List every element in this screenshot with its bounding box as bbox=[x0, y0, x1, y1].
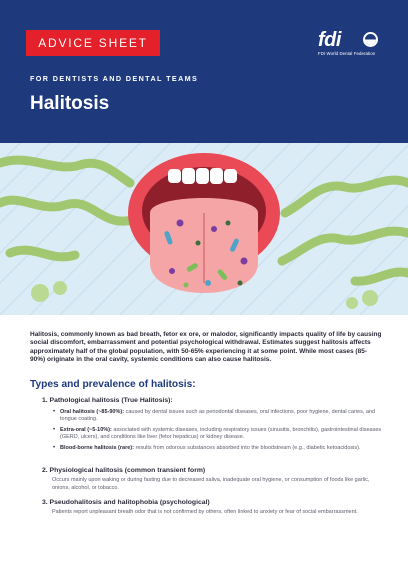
audience-label: FOR DENTISTS AND DENTAL TEAMS bbox=[30, 74, 199, 83]
header-banner bbox=[0, 0, 408, 143]
illustration-band bbox=[0, 143, 408, 315]
mouth-illustration-icon bbox=[0, 143, 408, 315]
list-item bbox=[53, 445, 382, 452]
category-title-physiological: 2. Physiological halitosis (common transient form) bbox=[42, 467, 206, 474]
bullet-text: results from odorous substances absorbed into the bloodstream (e.g., diabetic ketoacidosis). bbox=[133, 445, 361, 451]
bullet-label: Oral halitosis (~85-90%): bbox=[60, 409, 125, 415]
bullet-label: Extra-oral (~5-10%): bbox=[60, 427, 112, 433]
category-desc-physiological: Occurs mainly upon waking or during fasting due to decreased saliva, inadequate oral hygiene, or consumption of foods like garlic, onions, alcohol, or tobacco. bbox=[52, 477, 370, 491]
bullet-icon: • bbox=[53, 445, 56, 451]
category-desc-pseudohalitosis: Patients report unpleasant breath odor that is not confirmed by others, often linked to anxiety or fear of social embarrassment. bbox=[52, 509, 358, 515]
bullet-icon: • bbox=[53, 427, 56, 433]
category-title-pseudohalitosis: 3. Pseudohalitosis and halitophobia (psychological) bbox=[42, 499, 210, 506]
page-title: Halitosis bbox=[30, 93, 110, 114]
logo-wordmark: fdi bbox=[318, 29, 341, 51]
logo-subtitle: FDI World Dental Federation bbox=[318, 51, 376, 56]
fdi-logo bbox=[318, 30, 388, 58]
section-title: Types and prevalence of halitosis: bbox=[30, 379, 196, 390]
bullet-text: caused by dental issues such as periodontal diseases, oral infections, poor hygiene, dental caries, and tongue coating. bbox=[60, 409, 376, 423]
intro-paragraph: Halitosis, commonly known as bad breath, fetor ex ore, or malodor, significantly impacts quality of life by causing social discomfort, embarrassment and potential psychological withdrawal. Estimates suggest halitosis affects approximately half of the global population, with 50-65% experiencing it at some point. While most cases (85-90%) originate in the oral cavity, systemic conditions can also cause halitosis. bbox=[30, 331, 382, 364]
bullet-text: associated with systemic diseases, including respiratory issues (sinusitis, bronchitis), gastrointestinal diseases (GERD, ulcers), and conditions like liver (fetor hepaticus) or kidney disease. bbox=[60, 427, 382, 441]
bullet-icon: • bbox=[53, 409, 56, 415]
list-item bbox=[53, 427, 382, 442]
logo-ring-icon bbox=[362, 31, 379, 48]
advice-sheet-badge: ADVICE SHEET bbox=[26, 30, 160, 56]
category-title-pathological: 1. Pathological halitosis (True Halitosis): bbox=[42, 397, 173, 404]
list-item bbox=[53, 409, 382, 424]
bullet-label: Blood-borne halitosis (rare): bbox=[60, 445, 134, 451]
